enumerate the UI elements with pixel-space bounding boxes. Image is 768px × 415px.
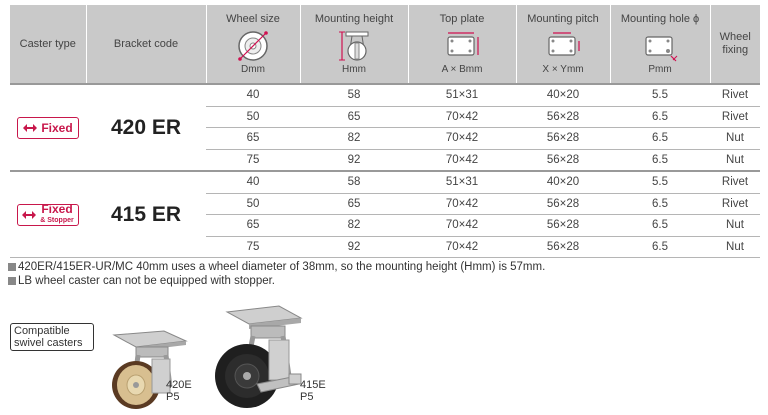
cell-mounting-pitch: 56×28 [516, 193, 610, 215]
cell-wheel-size: 40 [206, 84, 300, 106]
cell-mounting-height: 58 [300, 171, 408, 193]
cell-wheel-fixing: Nut [710, 215, 760, 237]
cell-wheel-size: 50 [206, 106, 300, 128]
cell-top-plate: 70×42 [408, 193, 516, 215]
fixed-badge: Fixed [17, 117, 79, 139]
cell-mounting-pitch: 56×28 [516, 236, 610, 258]
cell-wheel-size: 65 [206, 128, 300, 150]
cell-wheel-fixing: Rivet [710, 171, 760, 193]
spec-table [10, 5, 760, 258]
bullet-square-icon [8, 263, 16, 271]
caster-type-fixed [10, 84, 86, 171]
cell-mounting-height: 82 [300, 128, 408, 150]
cell-wheel-fixing: Rivet [710, 84, 760, 106]
top-plate-icon [442, 29, 482, 63]
cell-wheel-fixing: Rivet [710, 106, 760, 128]
header-bracket-code: Bracket code [86, 5, 206, 84]
cell-wheel-size: 65 [206, 215, 300, 237]
wheel-size-icon [235, 29, 271, 63]
cell-wheel-size: 75 [206, 236, 300, 258]
bullet-square-icon [8, 277, 16, 285]
caster-415e-label: 415E P5 [300, 379, 326, 403]
arrow-left-right-icon [22, 211, 36, 219]
cell-top-plate: 70×42 [408, 215, 516, 237]
cell-wheel-size: 75 [206, 149, 300, 171]
cell-mounting-height: 92 [300, 236, 408, 258]
header-caster-type: Caster type [10, 5, 86, 84]
cell-top-plate: 70×42 [408, 236, 516, 258]
header-wheel-fixing: Wheel fixing [710, 5, 760, 84]
cell-mounting-hole: 6.5 [610, 236, 710, 258]
fixed-stopper-badge: Fixed & Stopper [17, 204, 79, 226]
compatible-label: Compatible swivel casters [10, 323, 94, 351]
cell-top-plate: 70×42 [408, 149, 516, 171]
cell-mounting-hole: 6.5 [610, 215, 710, 237]
cell-mounting-height: 82 [300, 215, 408, 237]
cell-mounting-pitch: 40×20 [516, 171, 610, 193]
cell-mounting-hole: 6.5 [610, 149, 710, 171]
caster-420e-label: 420E P5 [166, 379, 192, 403]
header-top-plate: Top plate A × Bmm [408, 5, 516, 84]
cell-mounting-hole: 5.5 [610, 84, 710, 106]
mounting-hole-icon [640, 29, 680, 63]
table-row [10, 171, 760, 193]
cell-mounting-pitch: 56×28 [516, 149, 610, 171]
notes [8, 260, 545, 288]
cell-mounting-height: 65 [300, 193, 408, 215]
arrow-left-right-icon [23, 124, 37, 132]
table-row [10, 84, 760, 106]
header-mounting-height: Mounting height Hmm [300, 5, 408, 84]
cell-mounting-height: 65 [300, 106, 408, 128]
cell-top-plate: 51×31 [408, 171, 516, 193]
cell-wheel-fixing: Rivet [710, 193, 760, 215]
cell-wheel-fixing: Nut [710, 128, 760, 150]
note-item: 420ER/415ER-UR/MC 40mm uses a wheel diameter of 38mm, so the mounting height (Hmm) is 57mm. [8, 260, 545, 274]
cell-mounting-hole: 6.5 [610, 193, 710, 215]
cell-mounting-height: 92 [300, 149, 408, 171]
caster-type-fixed-stopper [10, 171, 86, 258]
cell-wheel-fixing: Nut [710, 149, 760, 171]
cell-top-plate: 51×31 [408, 84, 516, 106]
cell-wheel-fixing: Nut [710, 236, 760, 258]
cell-top-plate: 70×42 [408, 128, 516, 150]
header-row [10, 5, 760, 84]
cell-mounting-height: 58 [300, 84, 408, 106]
mounting-height-icon [336, 29, 372, 63]
cell-wheel-size: 40 [206, 171, 300, 193]
caster-415e-image [205, 300, 305, 412]
cell-mounting-hole: 6.5 [610, 106, 710, 128]
cell-mounting-pitch: 56×28 [516, 215, 610, 237]
cell-wheel-size: 50 [206, 193, 300, 215]
cell-top-plate: 70×42 [408, 106, 516, 128]
header-mounting-hole: Mounting hole ϕ Pmm [610, 5, 710, 84]
cell-mounting-hole: 5.5 [610, 171, 710, 193]
bracket-code: 420 ER [86, 84, 206, 171]
header-mounting-pitch: Mounting pitch X × Ymm [516, 5, 610, 84]
cell-mounting-pitch: 56×28 [516, 106, 610, 128]
mounting-pitch-icon [543, 29, 583, 63]
cell-mounting-pitch: 40×20 [516, 84, 610, 106]
note-item: LB wheel caster can not be equipped with stopper. [8, 274, 545, 288]
header-wheel-size: Wheel size Dmm [206, 5, 300, 84]
bracket-code: 415 ER [86, 171, 206, 258]
cell-mounting-hole: 6.5 [610, 128, 710, 150]
cell-mounting-pitch: 56×28 [516, 128, 610, 150]
